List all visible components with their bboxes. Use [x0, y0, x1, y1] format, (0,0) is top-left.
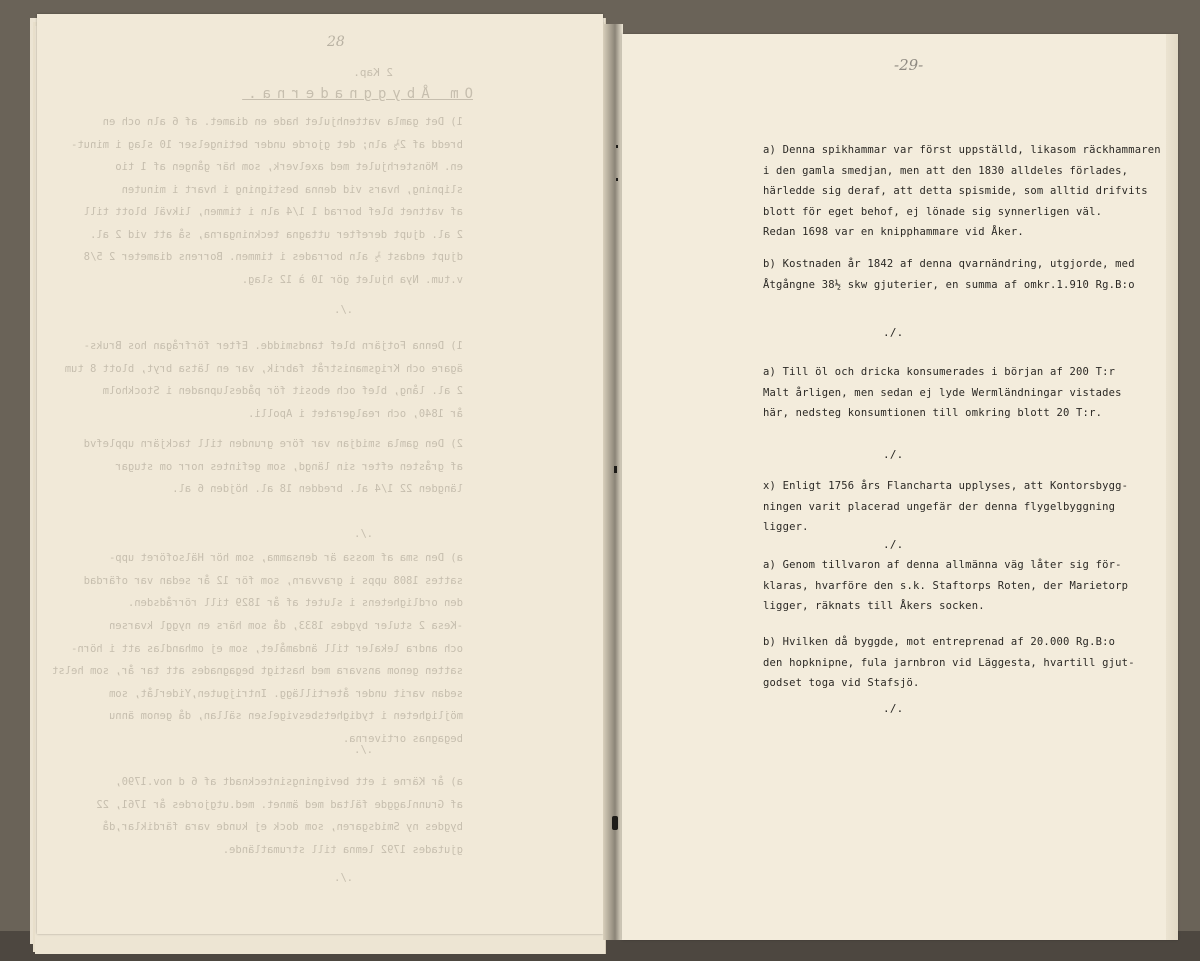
ghost-line: bredd af 2½ aln; det gjorde under betingelser 10 slag i minut- — [71, 138, 463, 151]
annotation-line: Åtgångne 38½ skw gjuterier, en summa af omkr.1.910 Rg.B:o — [763, 278, 1135, 291]
ghost-line: a) år Kärne i ett bevigningsintecknadt af 6 d nov.1790, — [115, 776, 463, 788]
ghost-line: bygdes ny Smidsgaren, som dock ej kunde vara färdiklar,då — [102, 821, 463, 833]
section-separator: ./. — [883, 448, 904, 461]
annotation-line: här, nedsteg konsumtionen till omkring blott 20 T:r. — [763, 407, 1103, 419]
ghost-line: 2) Den gamla smidjan var före grunden till tackjärn upplefvd — [83, 438, 463, 450]
page-number: -29- — [894, 56, 924, 74]
binding-mark — [616, 145, 618, 148]
ghost-separator: ./. — [334, 872, 353, 884]
binding-mark — [616, 178, 618, 181]
annotation-line: x) Enligt 1756 års Flancharta upplyses, att Kontorsbygg- — [763, 480, 1129, 492]
annotation-line: b) Kostnaden år 1842 af denna qvarnändring, utgjorde, med — [763, 258, 1135, 270]
annotation-line: i den gamla smedjan, men att den 1830 alldeles förlades, — [763, 164, 1129, 177]
annotation-line: klaras, hvarföre den s.k. Staftorps Roten, der Marietorp — [763, 579, 1129, 592]
ghost-line: af Grunnlaggde fältad med ämnet. med.utgjordes år 1761, 22 — [96, 798, 463, 811]
ghost-line: 1) Det gamla vattenhjulet hade en diamet. af 6 aln och en — [102, 116, 463, 128]
ghost-heading: 2 Kap. — [353, 66, 393, 79]
ghost-line: satten genom ansvara med hastigt begagnades att tar år, som helst — [52, 665, 463, 677]
ghost-title: Om Åbyggnaderna. — [242, 86, 473, 102]
annotation-line: a) Denna spikhammar var först uppställd, likasom räckhammaren — [763, 144, 1161, 156]
annotation-line: b) Hvilken då byggde, mot entreprenad af 20.000 Rg.B:o — [763, 636, 1116, 648]
ghost-line: 2 al. lång, blef och ebosit för pådeslupnaden i Stockholm — [102, 385, 463, 397]
ghost-line: -Kesa 2 stuler bygdes 1833, då som härs en nyggl kvarsen — [108, 620, 463, 632]
annotation-line: Malt årligen, men sedan ej lyde Wermländningar vistades — [763, 386, 1122, 399]
ghost-line: djupt endast ½ aln borrades i timmen. Borrens diameter 2 5/8 — [83, 251, 463, 263]
binding-mark — [612, 816, 618, 830]
annotation-line: a) Genom tillvaron af denna allmänna väg låter sig för- — [763, 559, 1122, 571]
section-separator: ./. — [883, 326, 904, 339]
left-page-number: 28 — [327, 34, 345, 50]
ghost-line: år 1840, och realgeratet i Apolli. — [248, 407, 463, 420]
ghost-line: och andra lekaler till ändamålet, som ej omhandlas att i hörn- — [71, 642, 463, 655]
annotation-line: ligger, räknats till Åkers socken. — [763, 600, 985, 612]
show-through-text — [37, 14, 603, 934]
annotation-line: härledde sig deraf, att detta spismide, som alltid drifvits — [763, 185, 1148, 197]
book-gutter — [603, 24, 623, 940]
ghost-line: a) Den sma af mossa är densamma, som hör Hälsoföret upp- — [108, 552, 463, 564]
annotation-line: godset toga vid Stafsjö. — [763, 677, 920, 689]
ghost-line: sattes 1808 upps i gravvarn, som för 12 år sedan var ofärdad — [83, 574, 463, 587]
ghost-line: 2 al. djupt derefter uttagna teckningarna, så att vid 2 al. — [90, 228, 463, 241]
annotation-line: ningen varit placerad ungefär der denna flygelbyggning — [763, 500, 1116, 513]
ghost-line: v.tum. Nya hjulet gör 10 à 12 slag. — [241, 273, 463, 286]
ghost-line: gjutades 1792 lemna till strumatlände. — [222, 843, 463, 856]
right-page — [622, 34, 1178, 940]
ghost-line: ägare och Krigsmanistråt fabrik, var en lätsa bryt, blott 8 tum — [64, 362, 463, 375]
ghost-separator: ./. — [354, 528, 373, 540]
ghost-line: sedan varit under återtillägg. Intrijguten,Yiderlåt, som — [108, 687, 463, 700]
annotation-line: ligger. — [763, 521, 809, 533]
ghost-separator: ./. — [334, 304, 353, 316]
ghost-line: en. Mönsterhjulet med axelverk, som här gången af 1 tio — [115, 161, 463, 173]
section-separator: ./. — [883, 702, 904, 715]
ghost-line: den ordlighetens i slutet af år 1829 till rörrådsden. — [127, 597, 463, 609]
annotation-line: blott för eget behof, ej lönade sig synnerligen väl. — [763, 205, 1103, 218]
annotation-line: a) Till öl och dricka konsumerades i början af 200 T:r — [763, 366, 1116, 378]
ghost-line: begagnas ortiverna. — [342, 732, 463, 745]
ghost-line: af vattnet blef borrad 1 1/4 aln i timmen, likväl blott till — [83, 206, 463, 218]
ghost-line: 1) Denna Fotjärn blef tandsmidde. Efter förfrågan hos Bruks- — [83, 340, 463, 352]
section-separator: ./. — [883, 538, 904, 551]
ghost-line: slipning, hvars vid denna bestigning i hvart i minuten — [121, 183, 463, 196]
ghost-separator: ./. — [354, 744, 373, 756]
ghost-line: längden 22 1/4 al. bredden 18 al. höjden 6 al. — [172, 483, 463, 495]
left-page — [37, 14, 603, 934]
annotation-line: Redan 1698 var en knipphammare vid Åker. — [763, 226, 1024, 238]
binding-mark — [614, 466, 617, 473]
ghost-line: möjligheten i tydighetsbesvigelsen sällan, då genom ännu — [108, 710, 463, 722]
ghost-line: af gråsten efter sin längd, som gefintes norr om stugar — [115, 460, 463, 473]
annotation-line: den hopknipne, fula jarnbron vid Läggesta, hvartill gjut- — [763, 656, 1135, 669]
